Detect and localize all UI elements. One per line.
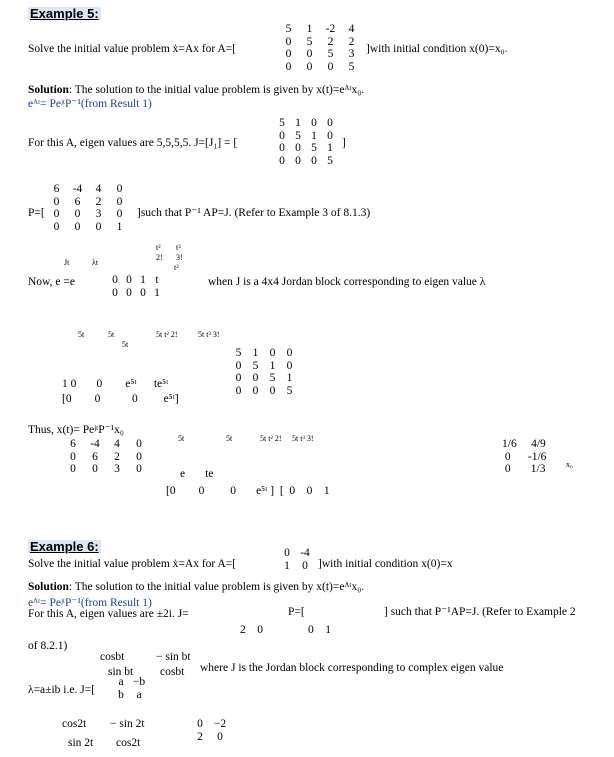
matrix-row xyxy=(278,547,314,560)
matrix-row xyxy=(274,117,338,130)
ex6-eigen: For this A, eigen values are ±2i. J= xyxy=(28,608,189,620)
g-5t-1: 5t xyxy=(178,434,185,443)
matrix-cell: 5 xyxy=(252,359,259,372)
matrix-cell: 1 xyxy=(284,559,290,572)
matrix-cell: 1 xyxy=(116,220,123,233)
matrix-02 xyxy=(190,718,230,743)
matrix-row xyxy=(274,155,338,168)
garbled-e: 5t t³ 3! xyxy=(198,330,220,339)
sin-bt: sin bt xyxy=(108,666,134,678)
matrix-cell: −b xyxy=(132,676,146,688)
matrix-cell: 5 xyxy=(286,384,293,397)
matrix-cell: 4 xyxy=(114,438,120,450)
matrix-cell: 6 xyxy=(92,450,98,463)
matrix-cell: 2 xyxy=(197,730,203,743)
g-row-e: e te xyxy=(180,468,214,480)
matrix-cell: 4 xyxy=(95,183,102,195)
matrix-row xyxy=(190,731,230,744)
ex6-formula: eᴬᵗ= PeʲᵗP⁻¹(from Result 1) xyxy=(28,597,152,609)
t3-top: t³ xyxy=(176,243,181,252)
row-4: [0 0 0 e⁵ᵗ] xyxy=(62,393,179,405)
matrix-row xyxy=(230,385,298,398)
matrix-cell: -2 xyxy=(325,23,336,35)
matrix-row xyxy=(278,36,362,49)
matrix-cell: 1 xyxy=(327,142,333,154)
matrix-row xyxy=(46,208,130,221)
matrix-cell: 1 xyxy=(286,372,293,384)
matrix-row xyxy=(274,142,338,155)
matrix-cell: 0 xyxy=(306,48,313,60)
matrix-cell: 0 xyxy=(116,195,123,208)
matrix-cell: 1 xyxy=(140,274,146,286)
ex6-problem: Solve the initial value problem ẋ=Ax for A=[ xyxy=(28,558,237,570)
ex6-condition: ]with initial condition x(0)=x xyxy=(318,558,453,570)
matrix-cell: 0 xyxy=(136,463,142,475)
lambda-line: λ=a±ib i.e. J=[ xyxy=(28,684,96,696)
matrix-row xyxy=(62,463,150,476)
matrix-row xyxy=(274,130,338,143)
matrix-cell: 0 xyxy=(70,450,76,463)
matrix-cell: 1 xyxy=(295,117,301,129)
matrix-cell: 1 xyxy=(154,286,160,299)
matrix-row xyxy=(108,287,164,300)
matrix-cell: 3 xyxy=(348,48,355,60)
matrix-cell: 0 xyxy=(53,195,60,208)
matrix-cell: 6 xyxy=(70,438,76,450)
matrix-cell: 0 xyxy=(53,220,60,233)
matrix-cell: 0 xyxy=(112,286,118,299)
ex6-j-frag: 2 0 xyxy=(240,624,263,636)
matrix-cell: 0 xyxy=(269,347,276,359)
solution-text: : The solution to the initial value problem is given by x(t)=eᴬᵗx₀. xyxy=(68,84,365,96)
ex6-such-that: ] such that P⁻¹AP=J. (Refer to Example 2 xyxy=(384,606,576,618)
matrix-cell: 2 xyxy=(327,35,334,48)
matrix-cell: 0 xyxy=(285,48,292,60)
ex6-jordan: where J is the Jordan block corresponding to complex eigen value xyxy=(200,662,504,674)
matrix-cell: 0 xyxy=(295,154,301,167)
matrix-cell: 2 xyxy=(114,450,120,463)
matrix-cell: 0 xyxy=(327,117,333,129)
matrix-cell: 0 xyxy=(53,208,60,220)
matrix-cell: 0 xyxy=(95,220,102,233)
matrix-cell: −2 xyxy=(213,718,227,730)
matrix-ab xyxy=(112,676,148,701)
matrix-cell: 6 xyxy=(53,183,60,195)
matrix-cell: 0 xyxy=(197,718,203,730)
matrix-row xyxy=(278,61,362,74)
p-label: P=[ xyxy=(28,207,45,219)
matrix-cell: 0 xyxy=(302,559,308,572)
matrix-cell: t xyxy=(155,274,159,286)
matrix-cell: 0 xyxy=(235,359,242,372)
matrix-cell: 0 xyxy=(279,154,285,167)
jt-label: Jt xyxy=(64,258,70,267)
matrix-row xyxy=(230,360,298,373)
matrix-cell: 0 xyxy=(140,286,146,299)
cos2t-2: cos2t xyxy=(116,737,141,749)
matrix-cell: 0 xyxy=(136,438,142,450)
matrix-row xyxy=(112,676,148,689)
now-line: Now, e =e xyxy=(28,276,75,288)
matrix-cell: 3 xyxy=(114,463,120,475)
matrix-j xyxy=(274,117,338,167)
matrix-cell: 0 xyxy=(327,129,333,142)
x0-label: x₀ xyxy=(566,460,573,469)
ex6-solution-text: : The solution to the initial value problem is given by x(t)=eᴬᵗx₀. xyxy=(68,581,365,593)
matrix-cell: 0 xyxy=(112,274,118,286)
matrix-cell: 2 xyxy=(95,195,102,208)
ex6-p-eq: P=[ xyxy=(288,606,305,618)
matrix-j-repeat xyxy=(230,347,298,397)
neg-sin2t: − sin 2t xyxy=(110,718,145,730)
sin2t: sin 2t xyxy=(68,737,94,749)
matrix-cell: 5 xyxy=(269,372,276,384)
ex6-matrix-a xyxy=(278,547,314,572)
matrix-cell: 0 xyxy=(311,117,317,129)
matrix-cell: 0 xyxy=(252,384,259,397)
matrix-cell: b xyxy=(118,688,124,701)
matrix-row xyxy=(46,196,130,209)
matrix-cell: 0 xyxy=(269,384,276,397)
matrix-cell: 5 xyxy=(327,48,334,60)
matrix-a xyxy=(278,23,362,73)
jordan-text: when J is a 4x4 Jordan block corresponding to eigen value λ xyxy=(208,276,486,288)
matrix-cell: a xyxy=(118,676,124,688)
problem-statement: Solve the initial value problem ẋ=Ax for A=[ xyxy=(28,43,237,55)
matrix-row xyxy=(62,451,150,464)
matrix-cell: a xyxy=(136,688,142,701)
matrix-cell: 0 xyxy=(70,463,76,475)
matrix-cell: 0 xyxy=(74,208,81,220)
ex6-solution-label: Solution xyxy=(28,581,69,593)
matrix-cell: -4 xyxy=(72,183,83,195)
matrix-cell: 0 xyxy=(136,450,142,463)
matrix-cell: 3 xyxy=(95,208,102,220)
garbled-d: 5t t² 2! xyxy=(156,330,178,339)
problem-condition: ]with initial condition x(0)=x₀. xyxy=(366,43,508,55)
matrix-cell: 1 xyxy=(311,129,317,142)
example-5-heading: Example 5: xyxy=(30,6,99,21)
two-fact: 2! xyxy=(156,253,163,262)
t2-top-b: t² xyxy=(174,263,179,272)
ex6-solution xyxy=(28,581,364,594)
g-5t-3: 5t t² 2! xyxy=(260,434,282,443)
cos-bt: cosbt xyxy=(100,651,125,663)
matrix-cell: 0 xyxy=(279,129,285,142)
matrix-cell: 0 xyxy=(252,372,259,384)
matrix-cell: 6 xyxy=(74,195,81,208)
example-6-heading: Example 6: xyxy=(30,539,99,554)
matrix-cell: -4 xyxy=(300,547,310,559)
matrix-cell: 1 xyxy=(306,23,313,35)
matrix-p xyxy=(46,183,130,233)
g-5t-4: 5t t³ 3! xyxy=(292,434,314,443)
eigen-text: For this A, eigen values are 5,5,5,5. J=[J₁] = [ xyxy=(28,137,238,149)
matrix-cell: 5 xyxy=(235,347,242,359)
matrix-cell: 0 xyxy=(116,208,123,220)
matrix-cell: 0 xyxy=(285,60,292,73)
matrix-cell: 0 xyxy=(284,547,290,559)
matrix-cell: 2 xyxy=(348,35,355,48)
matrix-row xyxy=(108,274,164,287)
cos2t: cos2t xyxy=(62,718,87,730)
cos-bt-2: cosbt xyxy=(160,666,185,678)
matrix-cell: 0 xyxy=(126,274,132,286)
matrix-p-repeat xyxy=(62,438,150,476)
matrix-cell: 1 xyxy=(252,347,259,359)
garbled-c: 5t xyxy=(122,340,129,349)
ex6-p-frag: 0 1 xyxy=(308,624,331,636)
solution-label: Solution xyxy=(28,84,69,96)
matrix-cell: 0 xyxy=(235,372,242,384)
matrix-row xyxy=(230,372,298,385)
matrix-cell: 0 xyxy=(279,142,285,154)
t2-top: t² xyxy=(156,243,161,252)
matrix-row xyxy=(278,48,362,61)
matrix-cell: 5 xyxy=(279,117,285,129)
bracket-close: ] xyxy=(342,137,346,149)
such-that: ]such that P⁻¹ AP=J. (Refer to Example 3 of 8.1.3) xyxy=(137,207,371,219)
matrix-pinv: 1/6 4/9 0 -1/6 0 1/3 xyxy=(502,438,547,475)
matrix-cell: 0 xyxy=(126,286,132,299)
matrix-cell: 0 xyxy=(74,220,81,233)
matrix-row xyxy=(46,221,130,234)
neg-sin-bt: − sin bt xyxy=(156,651,191,663)
thus-line: Thus, x(t)= PeʲᵗP⁻¹x₀ xyxy=(28,424,124,436)
formula: eᴬᵗ= PeʲᵗP⁻¹(from Result 1) xyxy=(28,98,152,110)
solution-line xyxy=(28,84,364,97)
matrix-cell: 0 xyxy=(235,384,242,397)
matrix-row xyxy=(46,183,130,196)
matrix-row xyxy=(190,718,230,731)
matrix-cell: 0 xyxy=(286,359,293,372)
matrix-cell: 0 xyxy=(295,142,301,154)
g-5t-2: 5t xyxy=(226,434,233,443)
matrix-cell: 0 xyxy=(116,183,123,195)
matrix-cell: 5 xyxy=(285,23,292,35)
matrix-row xyxy=(112,689,148,702)
matrix-cell: 0 xyxy=(285,35,292,48)
matrix-ejt xyxy=(108,274,164,299)
garbled-b: 5t xyxy=(108,330,115,339)
g-row-0: [0 0 0 e⁵ᵗ ] [ 0 0 1 xyxy=(166,485,330,497)
ex6-of-ref: of 8.2.1) xyxy=(28,640,68,652)
matrix-cell: 5 xyxy=(327,154,333,167)
matrix-row xyxy=(230,347,298,360)
matrix-cell: -4 xyxy=(90,438,100,450)
lambda-t: λt xyxy=(92,258,99,267)
matrix-row xyxy=(278,23,362,36)
matrix-cell: 1 xyxy=(269,359,276,372)
matrix-cell: 5 xyxy=(306,35,313,48)
matrix-row xyxy=(278,560,314,573)
matrix-cell: 0 xyxy=(286,347,293,359)
matrix-cell: 5 xyxy=(348,60,355,73)
matrix-cell: 5 xyxy=(295,129,301,142)
three-fact: 3! xyxy=(176,253,183,262)
matrix-cell: 0 xyxy=(327,60,334,73)
matrix-cell: 4 xyxy=(348,23,355,35)
matrix-cell: 0 xyxy=(311,154,317,167)
matrix-cell: 5 xyxy=(311,142,317,154)
matrix-cell: 0 xyxy=(306,60,313,73)
row-3: 1 0 0 e⁵ᵗ te⁵ᵗ xyxy=(62,378,169,390)
garbled-a: 5t xyxy=(78,330,85,339)
matrix-cell: 0 xyxy=(92,463,98,475)
matrix-row xyxy=(62,438,150,451)
matrix-cell: 0 xyxy=(217,730,223,743)
